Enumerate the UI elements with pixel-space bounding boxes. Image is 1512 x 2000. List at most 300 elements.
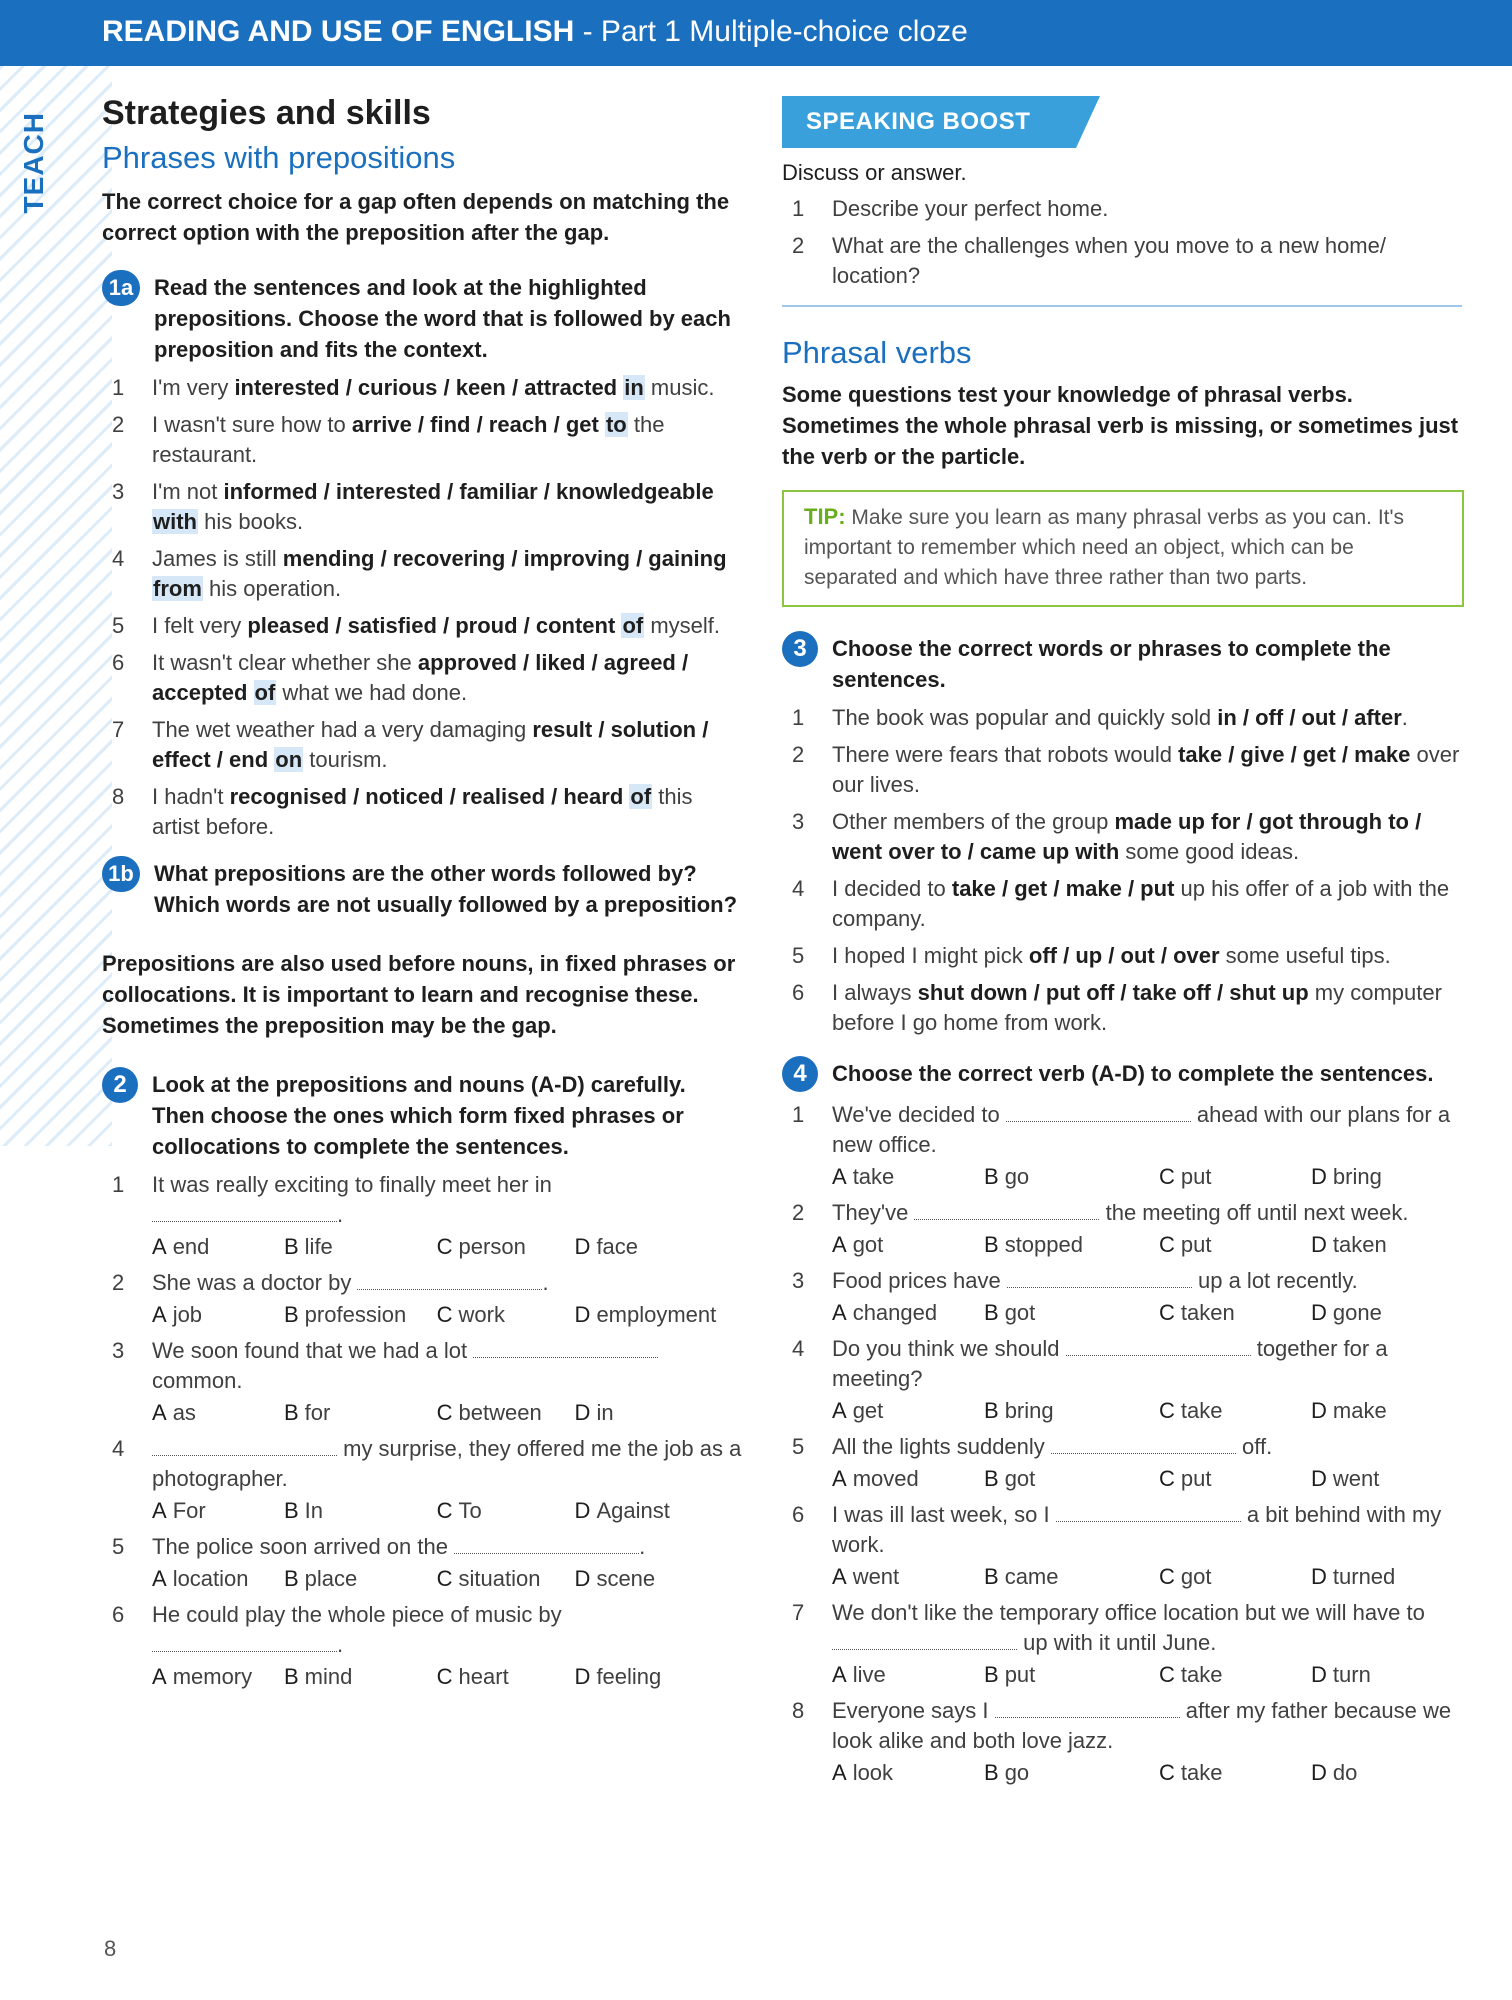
item-number: 2 bbox=[792, 1200, 805, 1225]
option-c bbox=[1159, 1660, 1311, 1690]
sentence-end: . bbox=[542, 1270, 549, 1295]
answer-options bbox=[832, 1464, 1472, 1494]
option-d bbox=[1311, 1758, 1461, 1788]
answer-options bbox=[152, 1398, 742, 1428]
option-letter: A bbox=[152, 1302, 167, 1327]
option-text: work bbox=[458, 1302, 505, 1327]
answer-options bbox=[152, 1496, 742, 1526]
item-text bbox=[152, 544, 742, 604]
option-b bbox=[284, 1662, 437, 1692]
option-a bbox=[832, 1396, 984, 1426]
item-text bbox=[832, 1266, 1472, 1296]
sentence-start: The book was popular and quickly sold bbox=[832, 705, 1218, 730]
teach-side-tab: TEACH bbox=[18, 112, 49, 214]
item-number: 2 bbox=[112, 1270, 125, 1295]
answer-gap bbox=[914, 1202, 1099, 1220]
item-number: 2 bbox=[112, 412, 125, 437]
option-b bbox=[284, 1496, 437, 1526]
sentence-end: common. bbox=[152, 1368, 243, 1393]
option-b bbox=[284, 1398, 437, 1428]
list-item bbox=[782, 1598, 1472, 1658]
option-text: take bbox=[1180, 1662, 1223, 1687]
sentence-start: He could play the whole piece of music by bbox=[152, 1602, 562, 1627]
item-text: Describe your perfect home. bbox=[832, 196, 1109, 221]
option-letter: B bbox=[984, 1760, 999, 1785]
option-d bbox=[575, 1398, 742, 1428]
task-2-list bbox=[102, 1170, 742, 1692]
option-letter: C bbox=[1159, 1164, 1175, 1189]
option-b bbox=[984, 1562, 1159, 1592]
list-item bbox=[102, 477, 742, 537]
answer-gap bbox=[995, 1700, 1180, 1718]
option-letter: D bbox=[1311, 1662, 1327, 1687]
task-badge: 1b bbox=[102, 856, 140, 892]
sentence-start: I felt very bbox=[152, 613, 248, 638]
item-text bbox=[152, 373, 742, 403]
page-number: 8 bbox=[104, 1936, 117, 1961]
option-text: taken bbox=[1180, 1300, 1235, 1325]
item-number: 1 bbox=[792, 1102, 805, 1127]
sentence-start: We've decided to bbox=[832, 1102, 1000, 1127]
option-b bbox=[984, 1396, 1159, 1426]
option-text: live bbox=[852, 1662, 886, 1687]
sentence-start: I wasn't sure how to bbox=[152, 412, 352, 437]
option-letter: A bbox=[152, 1498, 167, 1523]
sentence-start: It wasn't clear whether she bbox=[152, 650, 418, 675]
option-letter: C bbox=[436, 1302, 453, 1327]
left-column bbox=[102, 92, 742, 1698]
sentence-start: The wet weather had a very damaging bbox=[152, 717, 533, 742]
option-b bbox=[984, 1230, 1159, 1260]
sentence-start: Everyone says I bbox=[832, 1698, 989, 1723]
word-choices: pleased / satisfied / proud / content bbox=[247, 613, 616, 638]
option-a bbox=[832, 1464, 984, 1494]
word-choices: take / give / get / make bbox=[1178, 742, 1411, 767]
sentence-end: . bbox=[639, 1534, 646, 1559]
sentence-start: Food prices have bbox=[832, 1268, 1001, 1293]
task-4-list bbox=[782, 1100, 1472, 1788]
option-d bbox=[575, 1564, 742, 1594]
item-text bbox=[832, 1598, 1472, 1658]
option-text: in bbox=[596, 1400, 614, 1425]
option-c bbox=[1159, 1162, 1311, 1192]
answer-options bbox=[832, 1562, 1472, 1592]
item-text bbox=[152, 782, 742, 842]
list-item bbox=[102, 648, 742, 708]
item-number: 4 bbox=[792, 876, 805, 901]
option-a bbox=[152, 1564, 284, 1594]
option-letter: B bbox=[984, 1232, 999, 1257]
option-letter: A bbox=[152, 1664, 167, 1689]
item-number: 6 bbox=[112, 1602, 125, 1627]
item-number: 1 bbox=[112, 1172, 125, 1197]
option-text: job bbox=[172, 1302, 203, 1327]
option-text: do bbox=[1332, 1760, 1358, 1785]
answer-options bbox=[832, 1396, 1472, 1426]
option-d bbox=[1311, 1298, 1461, 1328]
option-b bbox=[984, 1758, 1159, 1788]
option-letter: B bbox=[283, 1498, 299, 1523]
option-letter: A bbox=[832, 1564, 847, 1589]
option-letter: B bbox=[984, 1466, 999, 1491]
list-item bbox=[102, 782, 742, 842]
sentence-end: a bit behind with my work. bbox=[832, 1502, 1442, 1557]
word-choices: result / solution / effect / end bbox=[152, 717, 709, 772]
word-choices: made up for / got through to / went over to / came up with bbox=[832, 809, 1422, 864]
option-d bbox=[1311, 1396, 1461, 1426]
option-c bbox=[1159, 1562, 1311, 1592]
item-text bbox=[152, 1336, 742, 1396]
sentence-start: Other members of the group bbox=[832, 809, 1115, 834]
sentence-end: his operation. bbox=[202, 576, 342, 601]
answer-gap bbox=[832, 1632, 1017, 1650]
option-letter: B bbox=[283, 1400, 299, 1425]
word-choices: in / off / out / after bbox=[1217, 705, 1402, 730]
sentence-end: the meeting off until next week. bbox=[1099, 1200, 1409, 1225]
word-choices: recognised / noticed / realised / heard bbox=[229, 784, 624, 809]
option-text: mind bbox=[304, 1664, 353, 1689]
option-text: place bbox=[304, 1566, 358, 1591]
option-text: scene bbox=[596, 1566, 656, 1591]
item-number: 3 bbox=[792, 809, 805, 834]
sentence-end: his books. bbox=[198, 509, 304, 534]
answer-gap bbox=[1051, 1436, 1236, 1454]
section-part: - Part 1 Multiple-choice cloze bbox=[582, 15, 968, 48]
sentence-end: some good ideas. bbox=[1119, 839, 1300, 864]
item-text bbox=[152, 715, 742, 775]
item-text bbox=[832, 1696, 1472, 1756]
sentence-end: off. bbox=[1235, 1434, 1273, 1459]
option-text: came bbox=[1004, 1564, 1059, 1589]
answer-options bbox=[152, 1300, 742, 1330]
option-letter: A bbox=[832, 1466, 847, 1491]
option-a bbox=[152, 1662, 284, 1692]
item-text bbox=[832, 1334, 1472, 1394]
option-letter: C bbox=[1159, 1232, 1175, 1257]
right-column bbox=[782, 96, 1472, 1794]
decorative-stripes bbox=[0, 66, 112, 1146]
option-letter: B bbox=[984, 1300, 999, 1325]
option-text: situation bbox=[458, 1566, 541, 1591]
item-number: 7 bbox=[792, 1600, 805, 1625]
option-a bbox=[832, 1298, 984, 1328]
option-d bbox=[575, 1496, 742, 1526]
option-text: put bbox=[1180, 1466, 1212, 1491]
list-item bbox=[782, 231, 1472, 291]
item-number: 1 bbox=[792, 196, 805, 221]
list-item bbox=[782, 1198, 1472, 1228]
word-choices: approved / liked / agreed / accepted bbox=[152, 650, 689, 705]
option-a bbox=[832, 1660, 984, 1690]
option-text: look bbox=[852, 1760, 894, 1785]
item-number: 8 bbox=[792, 1698, 805, 1723]
sentence-end: after my father because we look alike and both love jazz. bbox=[832, 1698, 1452, 1753]
option-letter: D bbox=[574, 1234, 591, 1259]
option-letter: A bbox=[152, 1566, 167, 1591]
option-letter: D bbox=[574, 1400, 591, 1425]
highlighted-preposition: of bbox=[622, 613, 644, 638]
item-number: 4 bbox=[112, 1436, 125, 1461]
option-text: bring bbox=[1004, 1398, 1054, 1423]
option-letter: C bbox=[436, 1234, 453, 1259]
option-text: life bbox=[304, 1234, 333, 1259]
task-badge: 4 bbox=[782, 1056, 818, 1092]
sentence-end: together for a meeting? bbox=[832, 1336, 1388, 1391]
list-item bbox=[782, 874, 1472, 934]
option-text: got bbox=[852, 1232, 884, 1257]
list-item bbox=[782, 807, 1472, 867]
sentence-start: I'm not bbox=[152, 479, 224, 504]
option-letter: C bbox=[436, 1566, 453, 1591]
option-a bbox=[832, 1758, 984, 1788]
sentence-end: . bbox=[1401, 705, 1408, 730]
item-text bbox=[152, 410, 742, 470]
option-letter: A bbox=[832, 1232, 847, 1257]
answer-options bbox=[832, 1660, 1472, 1690]
section-title bbox=[102, 15, 968, 49]
option-d bbox=[575, 1232, 742, 1262]
option-text: turn bbox=[1332, 1662, 1371, 1687]
option-letter: A bbox=[832, 1662, 847, 1687]
word-choices: off / up / out / over bbox=[1028, 943, 1220, 968]
option-c bbox=[437, 1564, 575, 1594]
option-text: put bbox=[1180, 1232, 1212, 1257]
option-letter: C bbox=[1159, 1760, 1175, 1785]
sentence-end: my surprise, they offered me the job as a photographer. bbox=[152, 1436, 742, 1491]
sentence-end: some useful tips. bbox=[1219, 943, 1391, 968]
item-number: 5 bbox=[792, 1434, 805, 1459]
sentence-start: Do you think we should bbox=[832, 1336, 1060, 1361]
task-badge: 1a bbox=[102, 270, 140, 306]
item-number: 6 bbox=[112, 650, 125, 675]
task-1a-list bbox=[102, 373, 742, 842]
option-text: go bbox=[1004, 1164, 1030, 1189]
option-text: make bbox=[1332, 1398, 1387, 1423]
option-text: between bbox=[458, 1400, 542, 1425]
sentence-start: She was a doctor by bbox=[152, 1270, 352, 1295]
option-letter: D bbox=[1311, 1398, 1327, 1423]
note-paragraph: Prepositions are also used before nouns, in fixed phrases or collocations. It is important to learn and recognise these. Sometimes the preposition may be the gap. bbox=[102, 951, 736, 1038]
tip-text: Make sure you learn as many phrasal verbs as you can. It's important to remember which need an object, which can be separated and which have three rather than two parts. bbox=[804, 506, 1405, 589]
answer-gap bbox=[1006, 1104, 1191, 1122]
answer-gap bbox=[473, 1340, 658, 1358]
option-letter: B bbox=[984, 1164, 999, 1189]
option-d bbox=[1311, 1230, 1461, 1260]
option-b bbox=[984, 1298, 1159, 1328]
answer-gap bbox=[357, 1272, 542, 1290]
answer-gap bbox=[1056, 1504, 1241, 1522]
option-letter: C bbox=[436, 1498, 453, 1523]
task-3 bbox=[782, 633, 1472, 695]
list-item bbox=[102, 1336, 742, 1396]
item-text bbox=[832, 703, 1472, 733]
option-a bbox=[152, 1398, 284, 1428]
item-number: 3 bbox=[792, 1268, 805, 1293]
answer-gap bbox=[1066, 1338, 1251, 1356]
section-header-bar bbox=[0, 0, 1512, 66]
option-letter: B bbox=[984, 1398, 999, 1423]
item-number: 1 bbox=[792, 705, 805, 730]
tip-box bbox=[782, 490, 1464, 607]
option-c bbox=[437, 1398, 575, 1428]
item-text bbox=[832, 978, 1472, 1038]
option-text: went bbox=[1332, 1466, 1380, 1491]
item-text bbox=[152, 477, 742, 537]
list-item bbox=[782, 1432, 1472, 1462]
option-text: person bbox=[458, 1234, 526, 1259]
item-text bbox=[152, 1532, 742, 1562]
option-c bbox=[1159, 1396, 1311, 1426]
task-1a bbox=[102, 272, 742, 365]
item-number: 8 bbox=[112, 784, 125, 809]
option-text: face bbox=[596, 1234, 639, 1259]
highlighted-preposition: in bbox=[624, 375, 644, 400]
sentence-start: I hoped I might pick bbox=[832, 943, 1029, 968]
option-letter: B bbox=[984, 1662, 999, 1687]
task-badge: 3 bbox=[782, 631, 818, 667]
highlighted-preposition: of bbox=[254, 680, 276, 705]
item-text bbox=[832, 1500, 1472, 1560]
answer-options bbox=[832, 1298, 1472, 1328]
sentence-end: myself. bbox=[644, 613, 720, 638]
option-text: stopped bbox=[1004, 1232, 1083, 1257]
sentence-end: the restaurant. bbox=[152, 412, 665, 467]
word-choices: interested / curious / keen / attracted bbox=[234, 375, 618, 400]
option-text: memory bbox=[172, 1664, 253, 1689]
item-number: 3 bbox=[112, 479, 125, 504]
sentence-start: James is still bbox=[152, 546, 283, 571]
item-number: 6 bbox=[792, 980, 805, 1005]
task-instruction: What prepositions are the other words followed by? Which words are not usually followed by a preposition? bbox=[154, 861, 738, 917]
item-number: 5 bbox=[792, 943, 805, 968]
option-text: For bbox=[172, 1498, 206, 1523]
option-letter: D bbox=[1311, 1300, 1327, 1325]
option-letter: D bbox=[1311, 1164, 1327, 1189]
option-letter: C bbox=[436, 1400, 453, 1425]
divider bbox=[782, 305, 1462, 307]
sentence-end: . bbox=[337, 1202, 344, 1227]
option-letter: B bbox=[984, 1564, 999, 1589]
option-text: take bbox=[1180, 1760, 1223, 1785]
option-c bbox=[437, 1496, 575, 1526]
option-text: got bbox=[1180, 1564, 1212, 1589]
item-text bbox=[152, 648, 742, 708]
list-item bbox=[782, 978, 1472, 1038]
option-text: take bbox=[852, 1164, 895, 1189]
option-text: got bbox=[1004, 1300, 1036, 1325]
page-title: Strategies and skills bbox=[102, 94, 431, 132]
sentence-end: my computer before I go home from work. bbox=[832, 980, 1442, 1035]
option-text: went bbox=[852, 1564, 900, 1589]
list-item bbox=[782, 194, 1472, 224]
option-letter: D bbox=[574, 1498, 591, 1523]
sentence-end: tourism. bbox=[303, 747, 388, 772]
list-item bbox=[102, 715, 742, 775]
option-b bbox=[984, 1660, 1159, 1690]
item-number: 2 bbox=[792, 742, 805, 767]
sentence-end: . bbox=[337, 1632, 344, 1657]
task-instruction: Choose the correct words or phrases to complete the sentences. bbox=[832, 636, 1391, 692]
answer-gap bbox=[1007, 1270, 1192, 1288]
sentence-start: I'm very bbox=[152, 375, 235, 400]
option-b bbox=[984, 1162, 1159, 1192]
sentence-end: music. bbox=[644, 375, 715, 400]
word-choices: informed / interested / familiar / knowledgeable bbox=[223, 479, 714, 504]
list-item bbox=[782, 1500, 1472, 1560]
option-c bbox=[437, 1232, 575, 1262]
option-text: go bbox=[1004, 1760, 1030, 1785]
option-text: gone bbox=[1332, 1300, 1382, 1325]
option-c bbox=[1159, 1464, 1311, 1494]
option-text: To bbox=[458, 1498, 482, 1523]
option-text: for bbox=[304, 1400, 331, 1425]
list-item bbox=[102, 373, 742, 403]
item-text bbox=[152, 1600, 742, 1660]
item-text bbox=[832, 874, 1472, 934]
option-letter: A bbox=[152, 1400, 167, 1425]
option-letter: D bbox=[574, 1664, 591, 1689]
option-a bbox=[152, 1232, 284, 1262]
speaking-boost-label: SPEAKING BOOST bbox=[806, 108, 1031, 135]
option-text: get bbox=[852, 1398, 884, 1423]
sentence-end: over our lives. bbox=[832, 742, 1460, 797]
option-text: taken bbox=[1332, 1232, 1387, 1257]
option-c bbox=[1159, 1298, 1311, 1328]
sentence-end: up his offer of a job with the company. bbox=[832, 876, 1450, 931]
option-letter: C bbox=[1159, 1398, 1175, 1423]
answer-options bbox=[832, 1230, 1472, 1260]
highlighted-preposition: with bbox=[153, 509, 197, 534]
item-text: What are the challenges when you move to a new home/ location? bbox=[832, 233, 1386, 288]
word-choices: mending / recovering / improving / gaining bbox=[282, 546, 727, 571]
sentence-start: I always bbox=[832, 980, 918, 1005]
list-item bbox=[782, 1334, 1472, 1394]
option-text: employment bbox=[596, 1302, 717, 1327]
highlighted-preposition: of bbox=[630, 784, 652, 809]
phrasal-intro: Some questions test your knowledge of phrasal verbs. Sometimes the whole phrasal verb is missing, or sometimes just the verb or the particle. bbox=[782, 382, 1459, 469]
subtitle-phrasal-verbs: Phrasal verbs bbox=[782, 335, 972, 370]
option-letter: D bbox=[1311, 1232, 1327, 1257]
answer-options bbox=[152, 1232, 742, 1262]
answer-gap bbox=[454, 1536, 639, 1554]
item-number: 6 bbox=[792, 1502, 805, 1527]
answer-options bbox=[832, 1758, 1472, 1788]
option-text: put bbox=[1180, 1164, 1212, 1189]
option-text: moved bbox=[852, 1466, 919, 1491]
item-number: 4 bbox=[792, 1336, 805, 1361]
list-item bbox=[102, 544, 742, 604]
item-number: 5 bbox=[112, 1534, 125, 1559]
speaking-boost-banner bbox=[782, 96, 1472, 152]
item-number: 5 bbox=[112, 613, 125, 638]
task-4 bbox=[782, 1058, 1472, 1092]
option-text: location bbox=[172, 1566, 249, 1591]
option-a bbox=[832, 1230, 984, 1260]
list-item bbox=[782, 740, 1472, 800]
option-a bbox=[832, 1162, 984, 1192]
speaking-list bbox=[782, 194, 1472, 291]
list-item bbox=[782, 1100, 1472, 1160]
answer-gap bbox=[152, 1438, 337, 1456]
item-text bbox=[832, 941, 1472, 971]
item-text bbox=[832, 1432, 1472, 1462]
option-b bbox=[284, 1232, 437, 1262]
option-text: bring bbox=[1332, 1164, 1382, 1189]
option-text: Against bbox=[596, 1498, 670, 1523]
option-letter: D bbox=[1311, 1564, 1327, 1589]
option-text: In bbox=[304, 1498, 324, 1523]
task-instruction: Choose the correct verb (A-D) to complete the sentences. bbox=[832, 1061, 1434, 1086]
